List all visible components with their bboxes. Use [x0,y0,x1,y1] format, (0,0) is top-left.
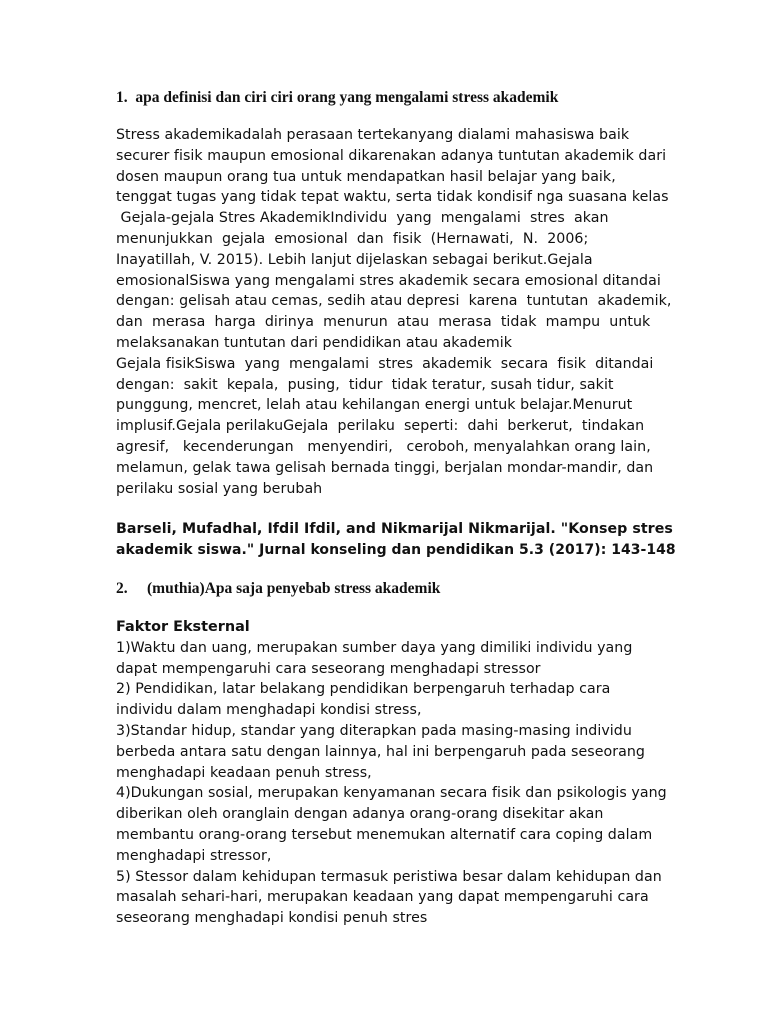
answer-line: diberikan oleh oranglain dengan adanya orang-orang disekitar akan [116,806,604,823]
answer-line: individu dalam menghadapi kondisi stress, [116,702,422,719]
answer-line: Gejala fisikSiswa yang mengalami stres akademik secara fisik ditandai [116,355,654,372]
question-1-number: 1. [116,89,128,106]
document-page [116,88,676,929]
answer-line: tenggat tugas yang tidak tepat waktu, serta tidak kondisif nga suasana kelas [116,189,669,206]
question-2-answer [116,638,676,929]
answer-line: 4)Dukungan sosial, merupakan kenyamanan secara fisik dan psikologis yang [116,785,667,802]
answer-line: dengan: gelisah atau cemas, sedih atau depresi karena tuntutan akademik, [116,293,672,310]
answer-line: melamun, gelak tawa gelisah bernada tinggi, berjalan mondar-mandir, dan [116,459,654,476]
question-1-heading [116,88,676,108]
answer-line: 1)Waktu dan uang, merupakan sumber daya yang dimiliki individu yang [116,639,633,656]
citation-line: Barseli, Mufadhal, Ifdil Ifdil, and Nikmarijal Nikmarijal. "Konsep stres [116,521,673,538]
answer-line: 5) Stessor dalam kehidupan termasuk peristiwa besar dalam kehidupan dan [116,868,662,885]
answer-line: dosen maupun orang tua untuk mendapatkan hasil belajar yang baik, [116,168,616,185]
answer-line: Gejala-gejala Stres AkademikIndividu yang mengalami stres akan [116,210,609,227]
answer-line: Stress akademikadalah perasaan tertekanyang dialami mahasiswa baik [116,127,630,143]
answer-line: 3)Standar hidup, standar yang diterapkan pada masing-masing individu [116,722,632,739]
question-2-heading [116,579,676,599]
answer-line: securer fisik maupun emosional dikarenakan adanya tuntutan akademik dari [116,147,667,164]
answer-line: punggung, mencret, lelah atau kehilangan energi untuk belajar.Menurut [116,397,633,414]
answer-line: membantu orang-orang tersebut menemukan alternatif cara coping dalam [116,826,653,843]
answer-line: masalah sehari-hari, merupakan keadaan yang dapat mempengaruhi cara [116,889,649,906]
answer-line: menunjukkan gejala emosional dan fisik (Hernawati, N. 2006; [116,230,589,247]
answer-line: berbeda antara satu dengan lainnya, hal ini berpengaruh pada seseorang [116,743,645,760]
answer-line: menghadapi keadaan penuh stress, [116,764,372,781]
answer-line: agresif, kecenderungan menyendiri, ceroboh, menyalahkan orang lain, [116,438,651,455]
question-2-number: 2. [116,579,128,597]
question-1-answer [116,125,676,499]
question-1-title: apa definisi dan ciri ciri orang yang mengalami stress akademik [135,89,559,106]
answer-line: dan merasa harga dirinya menurun atau merasa tidak mampu untuk [116,314,651,331]
answer-line: Inayatillah, V. 2015). Lebih lanjut dijelaskan sebagai berikut.Gejala [116,251,593,268]
faktor-eksternal-subheading: Faktor Eksternal [116,618,250,635]
answer-line: 2) Pendidikan, latar belakang pendidikan berpengaruh terhadap cara [116,681,611,698]
citation [116,519,676,561]
answer-line: melaksanakan tuntutan dari pendidikan atau akademik [116,334,513,351]
answer-line: perilaku sosial yang berubah [116,480,323,497]
answer-line: implusif.Gejala perilakuGejala perilaku seperti: dahi berkerut, tindakan [116,418,645,435]
answer-line: menghadapi stressor, [116,847,272,864]
answer-line: seseorang menghadapi kondisi penuh stres [116,910,428,927]
answer-line: dengan: sakit kepala, pusing, tidur tidak teratur, susah tidur, sakit [116,376,614,393]
answer-line: emosionalSiswa yang mengalami stres akademik secara emosional ditandai [116,272,661,289]
question-2-title: (muthia)Apa saja penyebab stress akademik [147,579,441,597]
citation-line: akademik siswa." Jurnal konseling dan pendidikan 5.3 (2017): 143-148 [116,542,676,559]
answer-line: dapat mempengaruhi cara seseorang menghadapi stressor [116,660,541,677]
